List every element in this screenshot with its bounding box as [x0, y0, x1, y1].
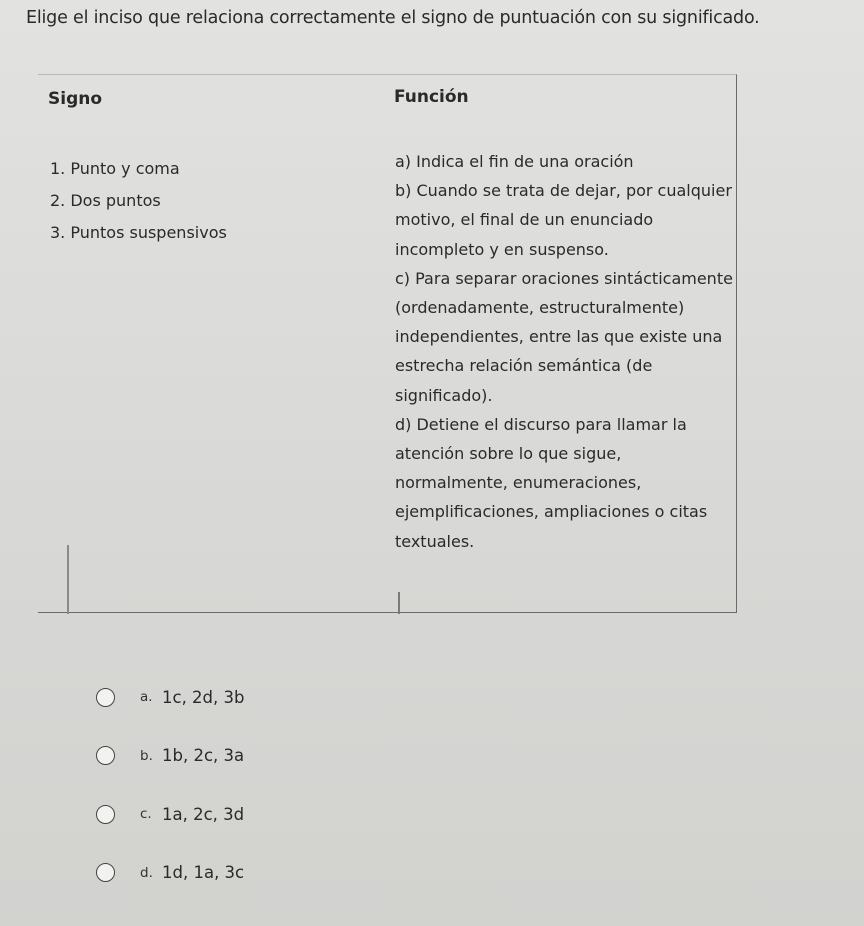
option-d[interactable] — [96, 844, 245, 903]
funcion-item-d: d) Detiene el discurso para llamar la atención sobre lo que sigue, normalmente, enumeraciones, ejemplificaciones, ampliaciones o citas textuales. — [395, 414, 708, 551]
signo-item-2: 2. Dos puntos — [50, 191, 161, 210]
funcion-list — [395, 147, 735, 556]
option-text: 1c, 2d, 3b — [162, 687, 245, 707]
option-text: 1b, 2c, 3a — [162, 746, 245, 766]
funcion-item-a: a) Indica el fin de una oración — [395, 152, 634, 171]
option-b[interactable] — [96, 727, 245, 786]
radio-d[interactable] — [96, 863, 115, 882]
signo-list — [50, 153, 227, 249]
question-text: Elige el inciso que relaciona correctamente el signo de puntuación con su significado. — [26, 8, 760, 28]
signo-item-3: 3. Puntos suspensivos — [50, 223, 227, 242]
table-left-border — [67, 545, 69, 614]
option-a[interactable] — [96, 668, 245, 727]
option-letter: d. — [140, 864, 153, 881]
signs-table — [38, 74, 737, 613]
radio-b[interactable] — [96, 746, 115, 765]
column-divider — [398, 592, 400, 614]
radio-a[interactable] — [96, 688, 115, 707]
answer-options — [96, 668, 245, 902]
option-text: 1d, 1a, 3c — [162, 863, 245, 883]
option-text: 1a, 2c, 3d — [162, 804, 245, 824]
signo-item-1: 1. Punto y coma — [50, 159, 180, 178]
signo-header: Signo — [48, 89, 103, 109]
funcion-item-b: b) Cuando se trata de dejar, por cualquier motivo, el final de un enunciado incompleto y en suspenso. — [395, 181, 732, 259]
funcion-header: Función — [394, 87, 469, 107]
funcion-item-c: c) Para separar oraciones sintácticamente (ordenadamente, estructuralmente) independientes, entre las que existe una estrecha relación semántica (de significado). — [395, 268, 733, 405]
option-letter: a. — [140, 689, 153, 706]
option-c[interactable] — [96, 785, 245, 844]
option-letter: c. — [140, 806, 152, 823]
radio-c[interactable] — [96, 805, 115, 824]
option-letter: b. — [140, 747, 153, 764]
